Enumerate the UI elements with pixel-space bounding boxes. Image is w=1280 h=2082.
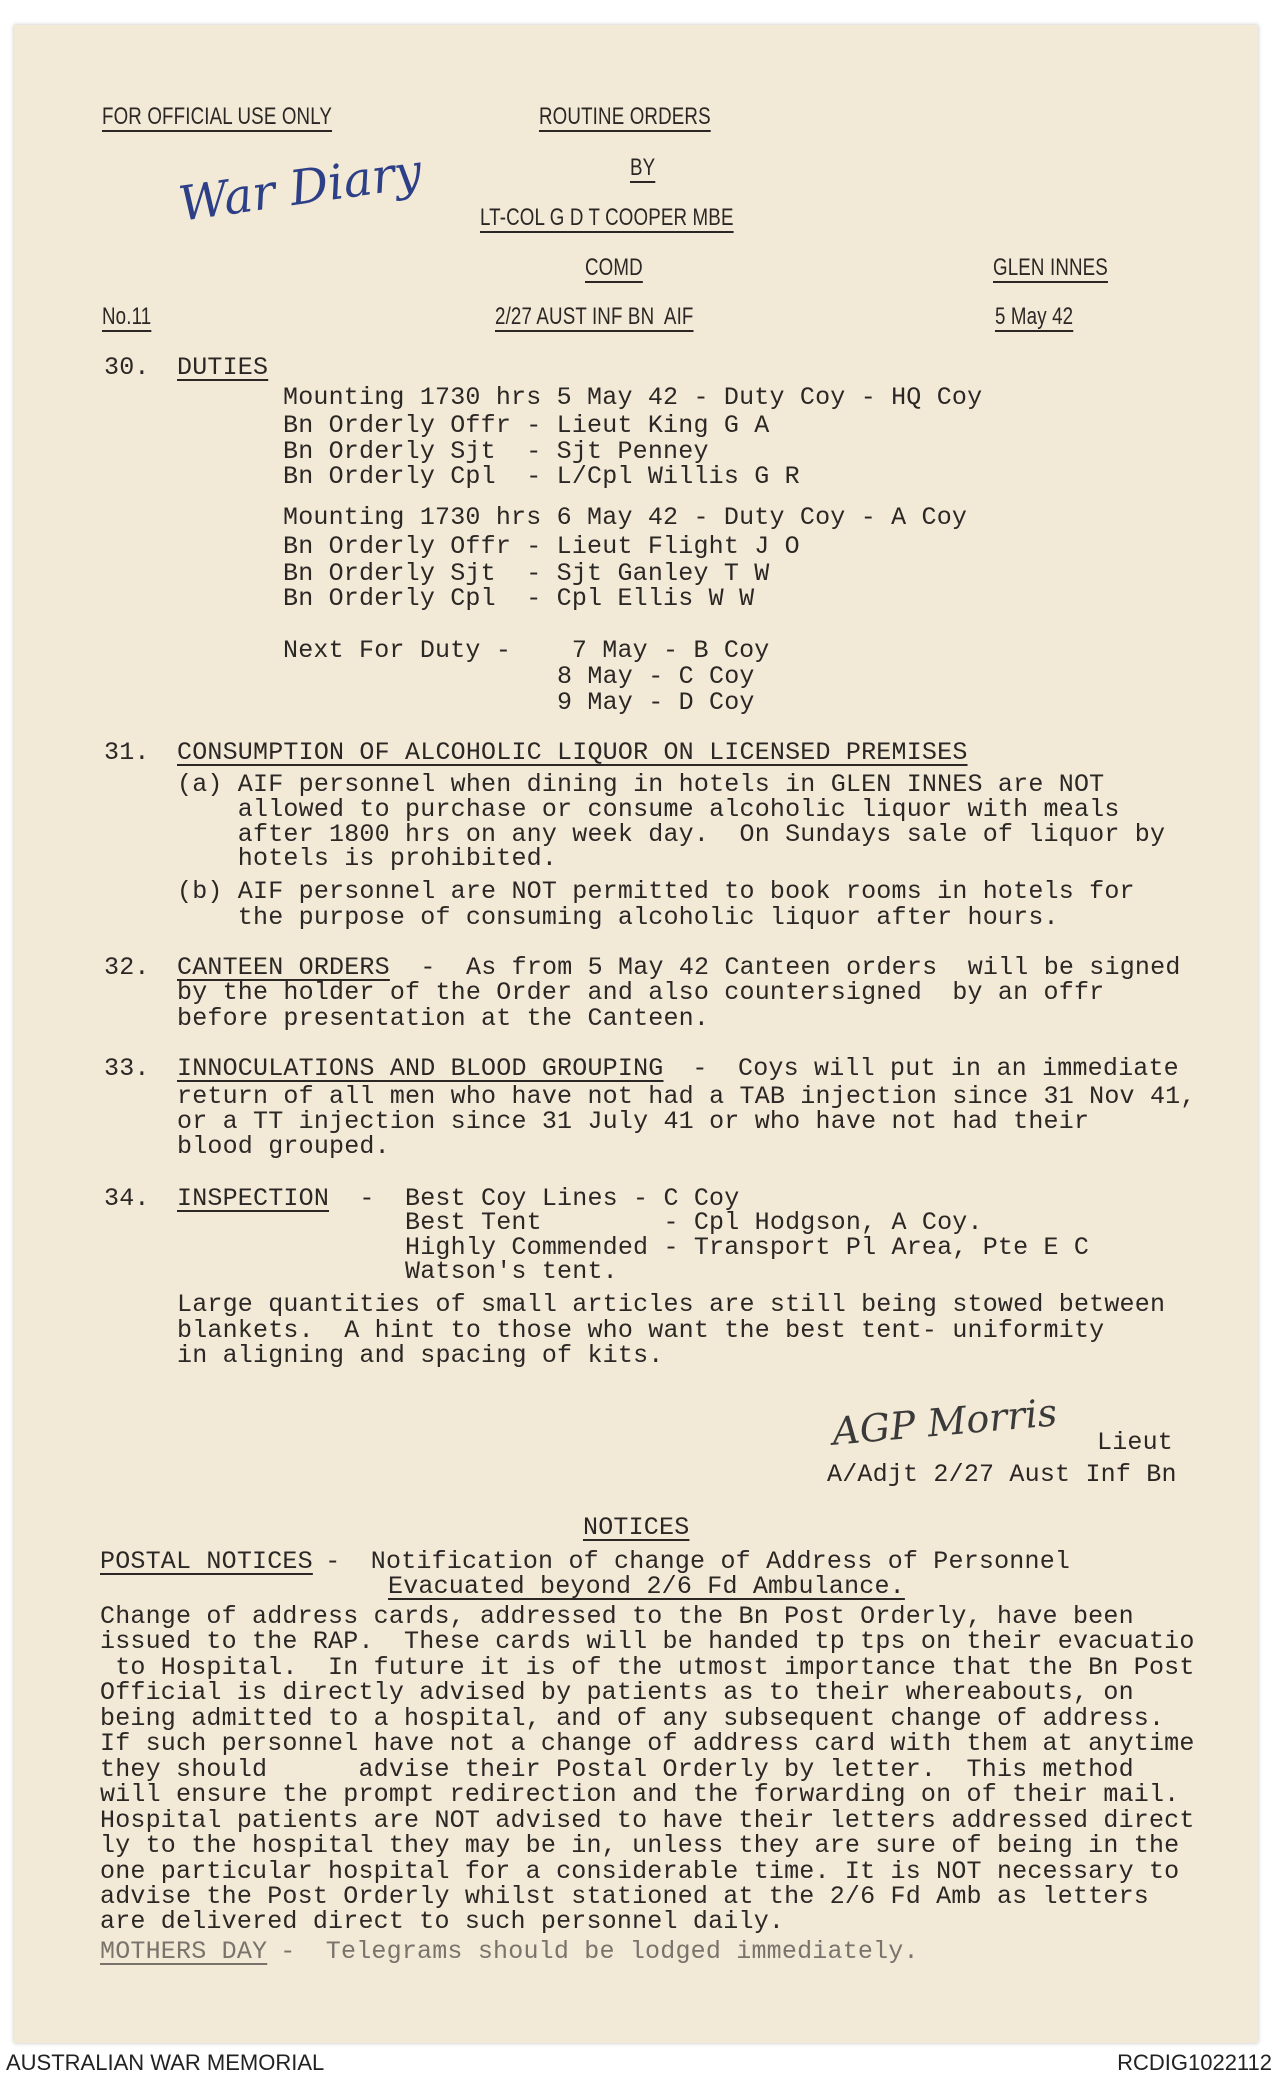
notice-line: Hospital patients are NOT advised to have their letters addressed direct: [100, 1806, 1195, 1835]
body-line: allowed to purchase or consume alcoholic liquor with meals: [177, 795, 1120, 824]
duty-line: Bn Orderly Sjt - Sjt Penney: [283, 437, 709, 466]
commander: LT-COL G D T COOPER MBE: [480, 204, 734, 231]
body-line: Watson's tent.: [329, 1257, 618, 1286]
section-number: 30.: [104, 353, 150, 382]
duty-line: Bn Orderly Cpl - L/Cpl Willis G R: [283, 462, 800, 491]
duty-line: Bn Orderly Offr - Lieut King G A: [283, 411, 770, 440]
body-line: the purpose of consuming alcoholic liquor after hours.: [177, 903, 1059, 932]
handwritten-annotation: War Diary: [175, 143, 426, 233]
notices-title: NOTICES: [583, 1513, 690, 1542]
body-line: Highly Commended - Transport Pl Area, Pte E C: [329, 1233, 1090, 1262]
signature: AGP Morris: [830, 1390, 1059, 1454]
duty-line: Bn Orderly Cpl - Cpl Ellis W W: [283, 584, 755, 613]
notice-line: Official is directly advised by patients as to their whereabouts, on: [100, 1678, 1134, 1707]
notice-line: ly to the hospital they may be in, unless they are sure of being in the: [100, 1831, 1180, 1860]
signatory-appointment: A/Adjt 2/27 Aust Inf Bn: [827, 1460, 1177, 1489]
order-number: No.11: [102, 303, 152, 330]
mothers-day-text: - Telegrams should be lodged immediately.: [265, 1937, 919, 1966]
notice-line: to Hospital. In future it is of the utmost importance that the Bn Post: [100, 1653, 1195, 1682]
duty-line: Next For Duty - 7 May - B Coy: [283, 636, 770, 665]
notice-line: are delivered direct to such personnel daily.: [100, 1907, 785, 1936]
footer-id: RCDIG1022112: [1117, 2050, 1272, 2075]
body-line: - Coys will put in an immediate: [662, 1054, 1179, 1083]
section-number: 31.: [104, 738, 150, 767]
postal-subject-2: Evacuated beyond 2/6 Fd Ambulance.: [388, 1572, 905, 1601]
date: 5 May 42: [995, 303, 1074, 330]
duty-line: Mounting 1730 hrs 6 May 42 - Duty Coy - A Coy: [283, 503, 968, 532]
body-line: Best Tent - Cpl Hodgson, A Coy.: [329, 1208, 983, 1237]
by-label: BY: [630, 154, 656, 181]
duty-line: Bn Orderly Offr - Lieut Flight J O: [283, 532, 800, 561]
body-line: hotels is prohibited.: [177, 844, 558, 873]
body-line: Large quantities of small articles are still being stowed between: [177, 1290, 1166, 1319]
body-line: (a) AIF personnel when dining in hotels in GLEN INNES are NOT: [177, 770, 1105, 799]
duty-line: 8 May - C Coy: [557, 662, 755, 691]
body-line: blankets. A hint to those who want the best tent- uniformity: [177, 1316, 1105, 1345]
notice-line: issued to the RAP. These cards will be handed tp tps on their evacuatio: [100, 1627, 1195, 1656]
section-title: CANTEEN ORDERS: [177, 953, 390, 982]
section-number: 32.: [104, 953, 150, 982]
notice-line: one particular hospital for a considerable time. It is NOT necessary to: [100, 1857, 1180, 1886]
duty-line: Bn Orderly Sjt - Sjt Ganley T W: [283, 559, 770, 588]
notice-line: Change of address cards, addressed to the Bn Post Orderly, have been: [100, 1602, 1134, 1631]
section-title: CONSUMPTION OF ALCOHOLIC LIQUOR ON LICENSED PREMISES: [177, 738, 968, 767]
body-line: - Best Coy Lines - C Coy: [329, 1184, 740, 1213]
section-title: INSPECTION: [177, 1184, 330, 1213]
body-line: (b) AIF personnel are NOT permitted to book rooms in hotels for: [177, 877, 1135, 906]
body-line: before presentation at the Canteen.: [177, 1004, 710, 1033]
signatory-rank: Lieut: [1097, 1428, 1174, 1457]
comd-label: COMD: [585, 254, 643, 281]
body-line: return of all men who have not had a TAB injection since 31 Nov 41,: [177, 1082, 1196, 1111]
body-line: after 1800 hrs on any week day. On Sundays sale of liquor by: [177, 820, 1166, 849]
body-line: in aligning and spacing of kits.: [177, 1341, 664, 1370]
classification: FOR OFFICIAL USE ONLY: [102, 103, 333, 130]
notice-line: If such personnel have not a change of address card with them at anytime: [100, 1729, 1195, 1758]
mothers-day-label: MOTHERS DAY: [100, 1937, 268, 1966]
duty-line: Mounting 1730 hrs 5 May 42 - Duty Coy - HQ Coy: [283, 383, 983, 412]
body-line: or a TT injection since 31 July 41 or who have not had their: [177, 1107, 1090, 1136]
notice-line: being admitted to a hospital, and of any subsequent change of address.: [100, 1704, 1165, 1733]
section-number: 34.: [104, 1184, 150, 1213]
duty-line: 9 May - D Coy: [557, 688, 755, 717]
footer-institution: AUSTRALIAN WAR MEMORIAL: [6, 2050, 325, 2075]
postal-notices-label: POSTAL NOTICES: [100, 1547, 313, 1576]
body-line: by the holder of the Order and also countersigned by an offr: [177, 978, 1105, 1007]
notice-line: advise the Post Orderly whilst stationed at the 2/6 Fd Amb as letters: [100, 1882, 1149, 1911]
notice-line: they should advise their Postal Orderly by letter. This method: [100, 1755, 1134, 1784]
postal-subject: - Notification of change of Address of Personnel: [310, 1547, 1071, 1576]
body-line: blood grouped.: [177, 1132, 390, 1161]
unit: 2/27 AUST INF BN AIF: [495, 303, 694, 330]
document-title: ROUTINE ORDERS: [539, 103, 711, 130]
section-number: 33.: [104, 1054, 150, 1083]
place: GLEN INNES: [993, 254, 1108, 281]
section-title: INNOCULATIONS AND BLOOD GROUPING: [177, 1054, 664, 1083]
section-title: DUTIES: [177, 353, 269, 382]
body-line: - As from 5 May 42 Canteen orders will be signed: [390, 953, 1181, 982]
notice-line: will ensure the prompt redirection and the forwarding on of their mail.: [100, 1780, 1180, 1809]
